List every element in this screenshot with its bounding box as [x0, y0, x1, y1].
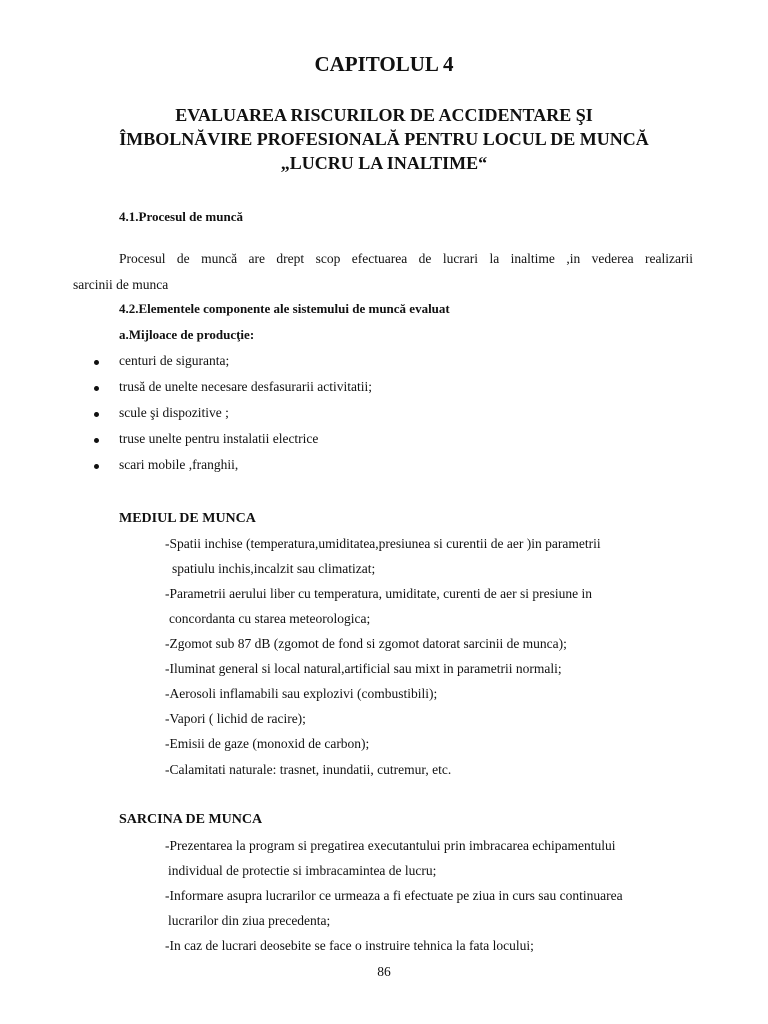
paragraph-line: sarcinii de munca	[73, 277, 169, 292]
title-line: „LUCRU LA INALTIME“	[280, 153, 488, 173]
bullet-icon	[94, 438, 99, 443]
list-item: truse unelte pentru instalatii electrice	[119, 431, 318, 457]
chapter-title	[0, 103, 768, 175]
list-item: concordanta cu starea meteorologica;	[169, 611, 371, 626]
page-number: 86	[377, 964, 391, 979]
list-item: lucrarilor din ziua precedenta;	[168, 913, 331, 928]
list-item: centuri de siguranta;	[119, 353, 229, 379]
list-item: scari mobile ,franghii,	[119, 457, 238, 483]
bullet-icon	[94, 412, 99, 417]
list-item: -Vapori ( lichid de racire);	[165, 711, 306, 726]
list-item: trusă de unelte necesare desfasurarii activitatii;	[119, 379, 372, 405]
list-item: spatiulu inchis,incalzit sau climatizat;	[172, 561, 376, 576]
list-item: scule şi dispozitive ;	[119, 405, 229, 431]
work-environment-heading: MEDIUL DE MUNCA	[119, 511, 256, 526]
section-4-1-heading: 4.1.Procesul de muncă	[119, 209, 243, 224]
bullet-icon	[94, 360, 99, 365]
title-line: ÎMBOLNĂVIRE PROFESIONALĂ PENTRU LOCUL DE MUNCĂ	[119, 129, 649, 149]
bullet-icon	[94, 386, 99, 391]
production-means-heading: a.Mijloace de producţie:	[119, 327, 255, 342]
chapter-heading: CAPITOLUL 4	[314, 52, 454, 76]
list-item: -Parametrii aerului liber cu temperatura, umiditate, curenti de aer si presiune in	[165, 586, 592, 601]
section-4-2-heading: 4.2.Elementele componente ale sistemului de muncă evaluat	[119, 301, 450, 316]
list-item: -Aerosoli inflamabili sau explozivi (combustibili);	[165, 686, 438, 701]
list-item: -In caz de lucrari deosebite se face o instruire tehnica la fata locului;	[165, 938, 534, 953]
list-item: -Prezentarea la program si pregatirea executantului prin imbracarea echipamentului	[165, 838, 616, 853]
list-item: -Zgomot sub 87 dB (zgomot de fond si zgomot datorat sarcinii de munca);	[165, 636, 567, 651]
list-item: -Emisii de gaze (monoxid de carbon);	[165, 736, 370, 751]
paragraph-line: Procesul de muncă are drept scop efectuarea de lucrari la inaltime ,in vederea realizarii	[119, 251, 693, 266]
list-item: -Calamitati naturale: trasnet, inundatii, cutremur, etc.	[165, 762, 452, 777]
process-paragraph	[73, 246, 693, 298]
bullet-icon	[94, 464, 99, 469]
work-task-heading: SARCINA DE MUNCA	[119, 812, 263, 827]
list-item: -Iluminat general si local natural,artificial sau mixt in parametrii normali;	[165, 661, 562, 676]
list-item: -Informare asupra lucrarilor ce urmeaza a fi efectuate pe ziua in curs sau continuarea	[165, 888, 623, 903]
list-item: -Spatii inchise (temperatura,umiditatea,presiunea si curentii de aer )in parametrii	[165, 536, 601, 551]
list-item: individual de protectie si imbracamintea de lucru;	[168, 863, 437, 878]
title-line: EVALUAREA RISCURILOR DE ACCIDENTARE ŞI	[175, 105, 593, 125]
